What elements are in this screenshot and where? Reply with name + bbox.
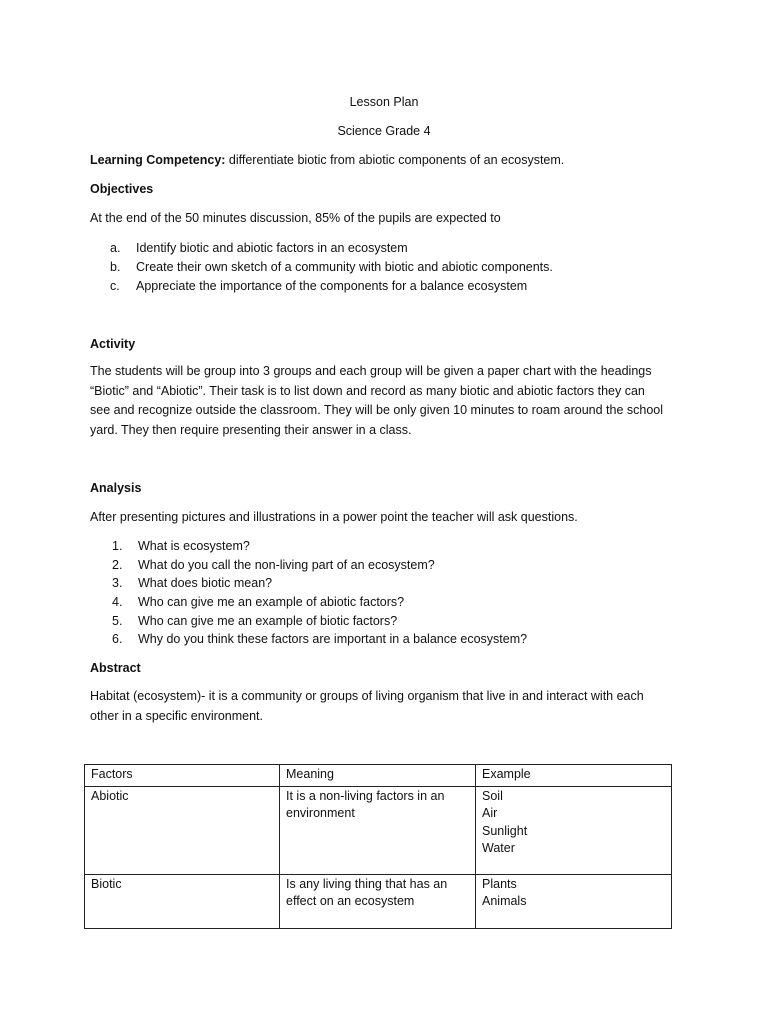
question-item xyxy=(112,593,404,611)
table-row xyxy=(85,786,672,874)
table-header-row xyxy=(85,765,672,787)
page-subtitle: Science Grade 4 xyxy=(337,124,431,138)
factor-cell xyxy=(85,874,280,928)
question-marker: 1. xyxy=(112,539,123,553)
abstract-heading: Abstract xyxy=(90,661,141,675)
meaning-cell xyxy=(280,874,476,928)
objective-text: Create their own sketch of a community with biotic and abiotic components. xyxy=(136,260,553,274)
meaning-line: environment xyxy=(286,806,355,820)
activity-line: “Biotic” and “Abiotic”. Their task is to list down and record as many biotic and abiotic factors they can xyxy=(90,383,645,398)
header-factors: Factors xyxy=(85,765,280,787)
activity-paragraph xyxy=(90,362,690,440)
page-title: Lesson Plan xyxy=(349,95,419,109)
factor-cell xyxy=(85,786,280,874)
question-marker: 5. xyxy=(112,614,123,628)
example-item: Animals xyxy=(482,894,527,908)
analysis-heading: Analysis xyxy=(90,481,142,495)
question-text: Why do you think these factors are important in a balance ecosystem? xyxy=(138,632,528,646)
example-item: Soil xyxy=(482,788,503,803)
objectives-intro: At the end of the 50 minutes discussion, 85% of the pupils are expected to xyxy=(90,211,501,225)
objective-text: Appreciate the importance of the components for a balance ecosystem xyxy=(136,279,528,293)
question-text: What do you call the non-living part of an ecosystem? xyxy=(138,558,435,572)
competency-label: Learning Competency: xyxy=(90,153,226,167)
question-marker: 6. xyxy=(112,632,123,646)
objective-text: Identify biotic and abiotic factors in an ecosystem xyxy=(136,241,408,255)
example-item: Plants xyxy=(482,876,517,891)
header-example: Example xyxy=(476,765,672,787)
activity-heading: Activity xyxy=(90,337,136,351)
objective-marker: b. xyxy=(110,260,121,274)
question-text: What does biotic mean? xyxy=(138,576,273,590)
meaning-line: It is a non-living factors in an xyxy=(286,788,445,803)
factor-name: Abiotic xyxy=(91,788,129,803)
example-item: Water xyxy=(482,841,515,855)
example-cell xyxy=(476,786,672,874)
activity-line: see and recognize outside the classroom. They will be only given 10 minutes to roam around the school xyxy=(90,403,664,417)
objectives-heading: Objectives xyxy=(90,182,154,196)
objective-item xyxy=(110,239,408,257)
question-text: Who can give me an example of biotic factors? xyxy=(138,614,398,628)
activity-line: yard. They then require presenting their answer in a class. xyxy=(90,422,412,437)
learning-competency xyxy=(90,151,564,169)
analysis-intro: After presenting pictures and illustrations in a power point the teacher will ask questions. xyxy=(90,510,578,524)
example-item: Air xyxy=(482,806,498,820)
abstract-line: other in a specific environment. xyxy=(90,708,264,723)
question-item xyxy=(112,630,527,648)
header-meaning: Meaning xyxy=(280,765,476,787)
meaning-line: effect on an ecosystem xyxy=(286,894,415,908)
question-text: Who can give me an example of abiotic factors? xyxy=(138,595,405,609)
objective-item xyxy=(110,258,553,276)
factors-table xyxy=(84,764,672,929)
question-marker: 4. xyxy=(112,595,123,609)
question-item xyxy=(112,574,272,592)
question-text: What is ecosystem? xyxy=(138,539,250,553)
question-item xyxy=(112,612,397,630)
question-marker: 2. xyxy=(112,558,123,572)
competency-text: differentiate biotic from abiotic components of an ecosystem. xyxy=(225,153,565,167)
objective-marker: c. xyxy=(110,279,120,293)
question-item xyxy=(112,537,250,555)
abstract-paragraph xyxy=(90,687,690,726)
example-cell xyxy=(476,874,672,928)
question-marker: 3. xyxy=(112,576,123,590)
meaning-line: Is any living thing that has an xyxy=(286,876,448,891)
table-row xyxy=(85,874,672,928)
activity-line: The students will be group into 3 groups and each group will be given a paper chart with the headings xyxy=(90,364,652,378)
question-item xyxy=(112,556,435,574)
abstract-line: Habitat (ecosystem)- it is a community or groups of living organism that live in and interact with each xyxy=(90,689,644,703)
factor-name: Biotic xyxy=(91,876,122,891)
objective-item xyxy=(110,277,527,295)
objective-marker: a. xyxy=(110,241,121,255)
example-item: Sunlight xyxy=(482,823,528,838)
meaning-cell xyxy=(280,786,476,874)
